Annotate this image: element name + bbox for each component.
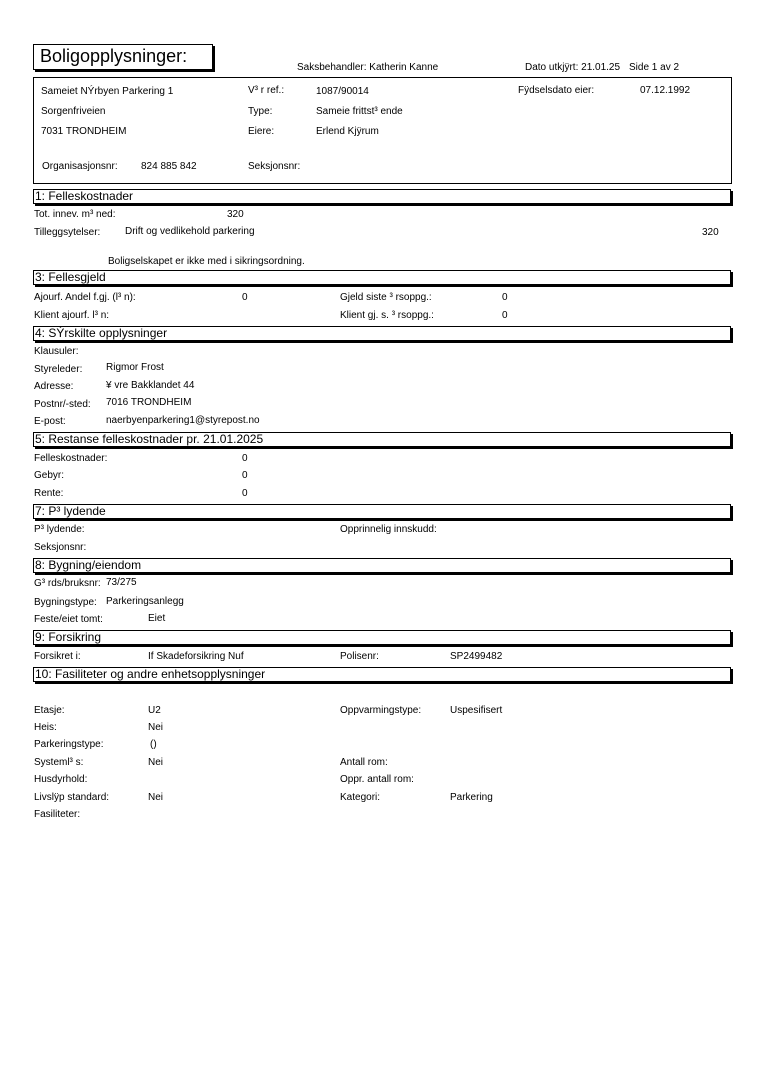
address-label: Adresse: [34, 381, 74, 392]
client-loan-label: Klient ajourf. l³ n: [34, 310, 110, 321]
section-title: 5: Restanse felleskostnader pr. 21.01.2025 [35, 432, 264, 446]
section-number-label: Seksjonsnr: [248, 161, 301, 172]
section-header-palydende [33, 504, 731, 519]
section-title: 3: Fellesgjeld [35, 270, 106, 284]
additional-services-label: Tilleggsytelser: [34, 227, 101, 238]
reference-label: V³ r ref.: [248, 85, 285, 96]
chair-value: Rigmor Frost [106, 362, 164, 373]
annual-debt-value: 0 [502, 292, 508, 303]
fee-value: 0 [242, 470, 248, 481]
page-number: Side 1 av 2 [629, 62, 680, 73]
shared-debt-label: Ajourf. Andel f.gj. (l³ n): [34, 292, 136, 303]
document-title-box [33, 44, 213, 70]
print-date: Dato utkjÿrt: 21.01.25 [525, 62, 621, 73]
floor-value: U2 [148, 705, 161, 716]
section-header-bygning [33, 558, 731, 573]
parking-type-value: () [150, 739, 157, 750]
insurer-label: Forsikret i: [34, 651, 81, 662]
property-street: Sorgenfriveien [41, 106, 106, 117]
policy-number-value: SP2499482 [450, 651, 503, 662]
nominal-value-label: P³ lydende: [34, 524, 85, 535]
shared-debt-value: 0 [242, 292, 248, 303]
type-value: Sameie frittst³ ende [316, 106, 403, 117]
lifetime-standard-label: Livslÿp standard: [34, 792, 110, 803]
insurer-value: If Skadeforsikring Nuf [148, 651, 244, 662]
owners-label: Eiere: [248, 126, 275, 137]
section-header-forsikring [33, 630, 731, 645]
interest-label: Rente: [34, 488, 64, 499]
section-title: 1: Felleskostnader [35, 189, 134, 203]
org-number-label: Organisasjonsnr: [42, 161, 118, 172]
land-lease-value: Eiet [148, 613, 166, 624]
elevator-value: Nei [148, 722, 164, 733]
section-title: 9: Forsikring [35, 630, 102, 644]
clauses-label: Klausuler: [34, 346, 79, 357]
section-header-fasiliteter [33, 667, 731, 682]
heating-value: Uspesifisert [450, 705, 503, 716]
additional-services-desc: Drift og vedlikehold parkering [125, 226, 255, 237]
section-title: 7: P³ lydende [35, 504, 106, 518]
property-city: 7031 TRONDHEIM [41, 126, 127, 137]
section-title: 8: Bygning/eiendom [35, 558, 142, 572]
client-annual-value: 0 [502, 310, 508, 321]
guarantee-note: Boligselskapet er ikke med i sikringsordning. [108, 256, 305, 267]
category-value: Parkering [450, 792, 493, 803]
annual-debt-label: Gjeld siste ³ rsoppg.: [340, 292, 432, 303]
chair-label: Styreleder: [34, 364, 83, 375]
system-lock-label: Systeml³ s: [34, 757, 84, 768]
elevator-label: Heis: [34, 722, 57, 733]
building-type-value: Parkeringsanlegg [106, 596, 184, 607]
org-number-value: 824 885 842 [141, 161, 197, 172]
document-title: Boligopplysninger: [40, 46, 188, 66]
lifetime-standard-value: Nei [148, 792, 164, 803]
section-title: 10: Fasiliteter og andre enhetsopplysninger [35, 667, 266, 681]
land-lease-label: Feste/eiet tomt: [34, 614, 103, 625]
section-header-felleskostnader [33, 189, 731, 204]
policy-number-label: Polisenr: [340, 651, 379, 662]
property-name: Sameiet NÝrbyen Parkering 1 [41, 86, 174, 97]
original-deposit-label: Opprinnelig innskudd: [340, 524, 437, 535]
facilities-label: Fasiliteter: [34, 809, 81, 820]
pets-label: Husdyrhold: [34, 774, 88, 785]
birthdate-value: 07.12.1992 [640, 85, 691, 96]
total-monthly-label: Tot. innev. m³ ned: [34, 209, 116, 220]
postal-label: Postnr/-sted: [34, 399, 91, 410]
section-header-fellesgjeld [33, 270, 731, 285]
section-number-label: Seksjonsnr: [34, 542, 87, 553]
system-lock-value: Nei [148, 757, 164, 768]
address-value: ¥ vre Bakklandet 44 [106, 380, 195, 391]
heating-label: Oppvarmingstype: [340, 705, 422, 716]
section-header-restanse [33, 432, 731, 447]
saksbehandler: Saksbehandler: Katherin Kanne [297, 62, 439, 73]
email-value: naerbyenparkering1@styrepost.no [106, 415, 260, 426]
section-title: 4: SÝrskilte opplysninger [35, 326, 168, 340]
type-label: Type: [248, 106, 273, 117]
property-id-value: 73/275 [106, 577, 137, 588]
arrears-costs-label: Felleskostnader: [34, 453, 108, 464]
interest-value: 0 [242, 488, 248, 499]
building-type-label: Bygningstype: [34, 597, 97, 608]
reference-value: 1087/90014 [316, 86, 369, 97]
section-header-saerskilte [33, 326, 731, 341]
arrears-costs-value: 0 [242, 453, 248, 464]
total-monthly-value: 320 [227, 209, 244, 220]
postal-value: 7016 TRONDHEIM [106, 397, 192, 408]
room-count-label: Antall rom: [340, 757, 388, 768]
owners-value: Erlend Kjÿrum [316, 126, 379, 137]
parking-type-label: Parkeringstype: [34, 739, 104, 750]
birthdate-label: Fÿdselsdato eier: [518, 85, 595, 96]
original-room-count-label: Oppr. antall rom: [340, 774, 414, 785]
category-label: Kategori: [340, 792, 381, 803]
floor-label: Etasje: [34, 705, 65, 716]
email-label: E-post: [34, 416, 66, 427]
additional-services-value: 320 [702, 227, 719, 238]
client-annual-label: Klient gj. s. ³ rsoppg.: [340, 310, 434, 321]
property-id-label: G³ rds/bruksnr: [34, 578, 101, 589]
fee-label: Gebyr: [34, 470, 65, 481]
